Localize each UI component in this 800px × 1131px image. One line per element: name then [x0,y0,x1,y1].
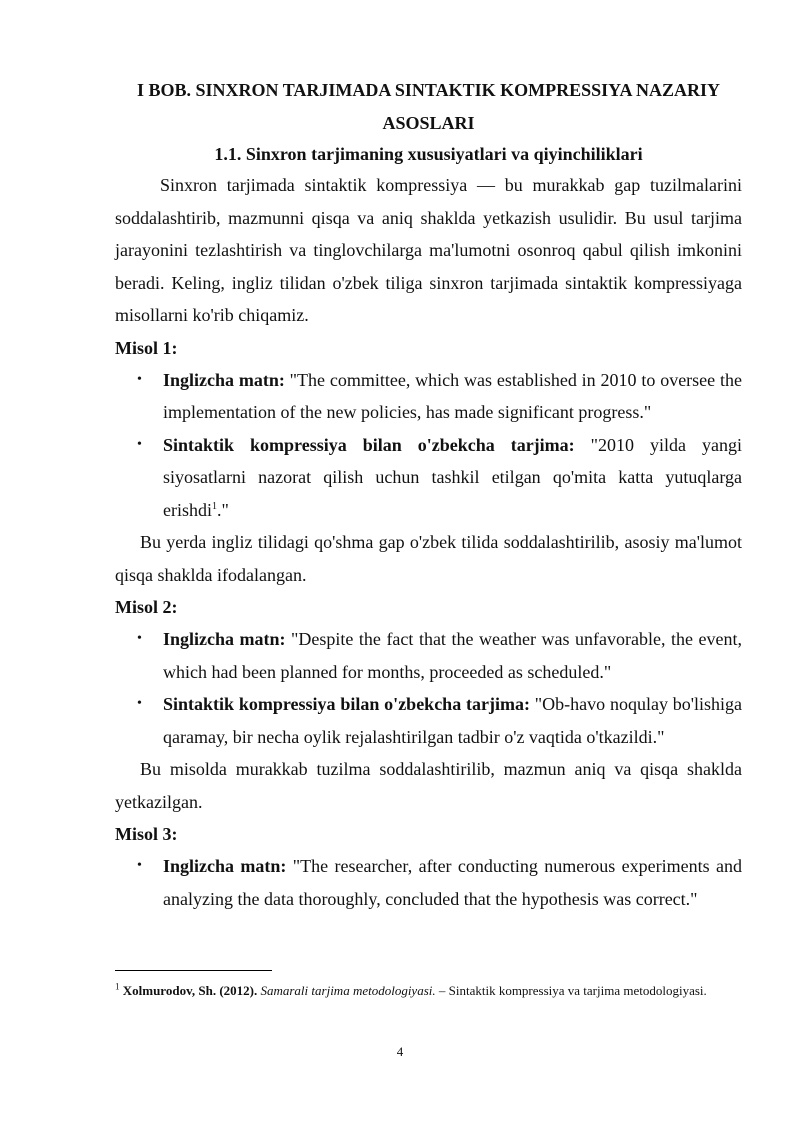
english-label: Inglizcha matn: [163,629,286,649]
english-text: "The researcher, after conducting numerous experiments and analyzing the data thoroughly, concluded that the hypothesis was correct." [163,856,742,909]
uzbek-label: Sintaktik kompressiya bilan o'zbekcha tarjima: [163,694,530,714]
chapter-title-line2: ASOSLARI [382,113,475,133]
example-2-comment: Bu misolda murakkab tuzilma soddalashtirilib, mazmun aniq va qisqa shaklda yetkazilgan. [115,759,742,812]
example-3-list [115,850,742,915]
english-text: "Despite the fact that the weather was unfavorable, the event, which had been planned for months, proceeded as scheduled." [163,629,742,682]
example-1-english [115,364,742,429]
bullet-icon: • [137,436,142,452]
footnote-mark: 1 [115,981,120,992]
footnote-title: Samarali tarjima metodologiyasi. [260,983,436,998]
footnote-separator [115,970,272,971]
chapter-title-line1: I BOB. SINXRON TARJIMADA SINTAKTIK KOMPRESSIYA NAZARIY [137,80,720,100]
footnote-ref[interactable]: 1 [212,500,217,512]
english-label: Inglizcha matn: [163,369,285,390]
footnote-author: Xolmurodov, Sh. (2012). [122,983,258,998]
footnote [115,978,742,1004]
example-2-uzbek [115,688,742,753]
example-2-list [115,623,742,753]
document-page [115,74,742,915]
bullet-icon: • [137,858,142,873]
uzbek-text-tail: ." [217,499,229,520]
english-text: "The committee, which was established in 2010 to oversee the implementation of the new policies, has made significant progress." [163,369,742,422]
bullet-icon: • [137,631,142,646]
example-2-label: Misol 2: [115,597,178,617]
example-2-english [115,623,742,688]
uzbek-text: "2010 yilda yangi siyosatlarni nazorat qilish uchun tashkil etilgan qo'mita katta yutuqlarga erishdi [163,434,742,520]
example-1-comment: Bu yerda ingliz tilidagi qo'shma gap o'zbek tilida soddalashtirilib, asosiy ma'lumot qisqa shaklda ifodalangan. [115,532,742,585]
bullet-icon: • [137,696,142,711]
example-1-label: Misol 1: [115,337,178,358]
page-number: 4 [396,1044,404,1059]
bullet-icon: • [137,371,142,387]
example-1-uzbek [115,429,742,527]
english-label: Inglizcha matn: [163,856,287,876]
uzbek-text: "Ob-havo noqulay bo'lishiga qaramay, bir necha oylik rejalashtirilgan tadbir o'z vaqtida o'tkazildi." [163,694,742,747]
example-3-label: Misol 3: [115,824,178,844]
uzbek-label: Sintaktik kompressiya bilan o'zbekcha tarjima: [163,434,575,455]
example-3-english [115,850,742,915]
example-1-list [115,364,742,527]
section-title: 1.1. Sinxron tarjimaning xususiyatlari va qiyinchiliklari [214,144,643,164]
intro-paragraph: Sinxron tarjimada sintaktik kompressiya — bu murakkab gap tuzilmalarini soddalashtirib, mazmunni qisqa va aniq shaklda yetkazish usulidir. Bu usul tarjima jarayonini tezlashtirish va tinglovchilarga ma'lumotni osonroq qabul qilish imkonini beradi. Keling, ingliz tilidan o'zbek tiliga sinxron tarjimada sintaktik kompressiyaga misollarni ko'rib chiqamiz. [115,175,742,325]
footnote-rest: – Sintaktik kompressiya va tarjima metodologiyasi. [435,983,707,998]
